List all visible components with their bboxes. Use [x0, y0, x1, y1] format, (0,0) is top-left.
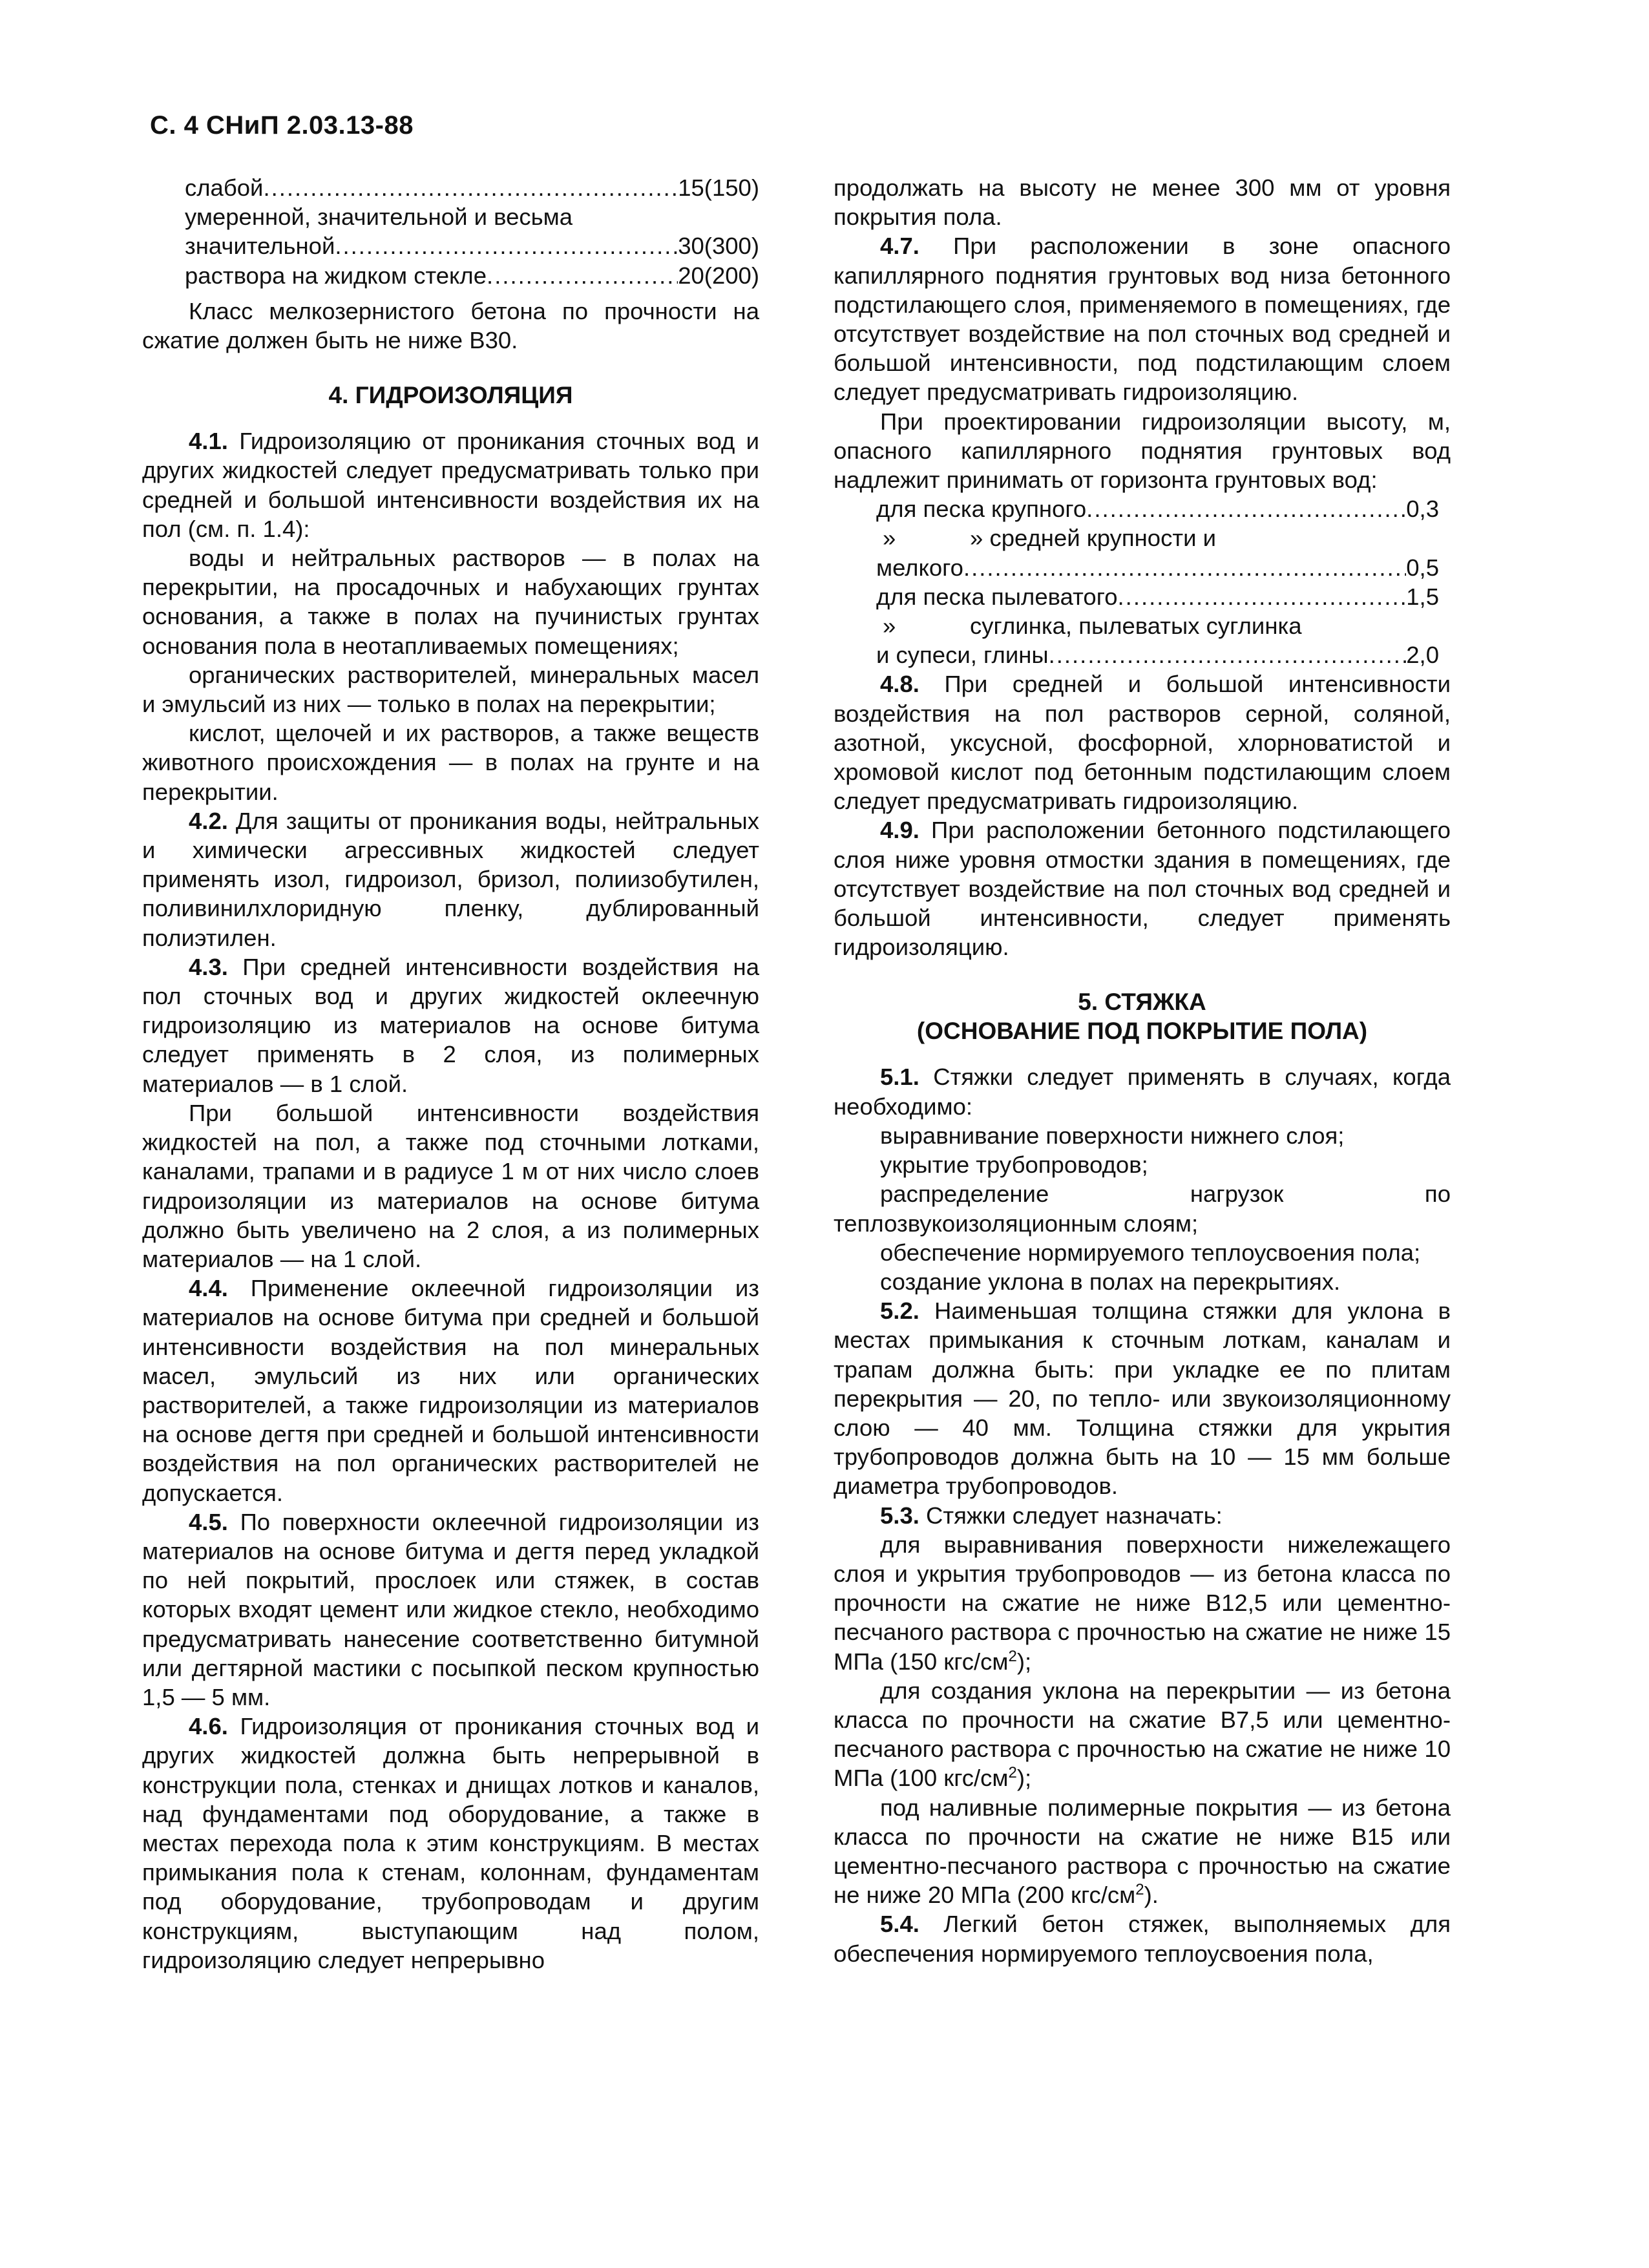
clause-4-4 [142, 1274, 759, 1507]
clause-4-2 [142, 806, 759, 952]
paragraph-text: под наливные полимерные покрытия — из бетона класса по прочности на сжатие не ниже В15 или цементно-песчаного раствора с прочностью на сжатие не ниже 20 МПа (200 кгс/см [834, 1794, 1451, 1909]
paragraph [834, 1676, 1451, 1793]
list-item-value: 1,5 [1406, 583, 1439, 610]
list-item-label: слабой [185, 174, 264, 201]
list-item-label: умеренной, значительной и весьма [185, 204, 573, 231]
clause-number: 5.2. [880, 1297, 919, 1325]
paragraph-text: ). [1144, 1882, 1159, 1909]
right-column [834, 173, 1451, 1968]
clause-number: 4.8. [880, 671, 919, 698]
clause-text: Гидроизоляция от проникания сточных вод и других жидкостей должна быть непрерывной в конструкции пола, стенках и днищах лотков и каналов, над фундаментами под оборудование, а также в местах перехода пола к этим конструкциям. В местах примыкания пола к стенам, колоннам, фундаментам под оборудование, трубопроводам и другим конструкциям, выступающим над полом, гидроизоляцию следует непрерывно [142, 1713, 759, 1973]
paragraph: укрытие трубопроводов; [880, 1151, 1148, 1179]
clause-number: 5.4. [880, 1911, 919, 1938]
list-item-value: 0,3 [1406, 496, 1439, 523]
list-item-label: для песка пылеватого [876, 583, 1118, 610]
superscript: 2 [1008, 1764, 1017, 1782]
list-item [876, 553, 1439, 582]
paragraph-text: ); [1016, 1648, 1032, 1675]
list-item-label: значительной [185, 233, 335, 260]
clause-5-4 [834, 1909, 1451, 1968]
clause-5-1 [834, 1062, 1451, 1120]
clause-text: При средней и большой интенсивности воздействия на пол растворов серной, соляной, азотной, уксусной, фосфорной, хлорноватистой и хромовой кислот под бетонным подстилающим слоем следует предусматривать гидроизоляцию. [834, 671, 1451, 815]
list-item [876, 494, 1439, 523]
list-item [876, 523, 1439, 552]
paragraph: кислот, щелочей и их растворов, а также веществ животного происхождения — в полах на грунте и на перекрытии. [142, 720, 759, 805]
clause-text: При средней интенсивности воздействия на пол сточных вод и других жидкостей оклеечную гидроизоляцию из материалов на основе битума следует применять в 2 слоя, из полимерных материалов — в 1 слой. [142, 953, 759, 1097]
leader-dots [487, 261, 678, 290]
list-item-label: раствора на жидком стекле [185, 262, 487, 289]
paragraph: При большой интенсивности воздействия жидкостей на пол, а также под сточными лотками, каналами, трапами и в радиусе 1 м от них число слоев гидроизоляции из материалов на основе битума должно быть увеличено на 2 слоя, а из полимерных материалов — на 1 слой. [142, 1099, 759, 1272]
list-item-label: мелкого [876, 554, 963, 581]
clause-text: Применение оклеечной гидроизоляции из материалов на основе битума при средней и большой интенсивности воздействия на пол минеральных масел, эмульсий из них или органических растворителей, а также гидроизоляции из материалов на основе дегтя при средней и большой интенсивности воздействия на пол органических растворителей не допускается. [142, 1275, 759, 1506]
clause-5-2 [834, 1296, 1451, 1500]
clause-text: По поверхности оклеечной гидроизоляции из материалов на основе битума и дегтя перед укладкой по ней покрытий, прослоек или стяжек, в состав которых входят цемент или жидкое стекло, необходимо предусматривать нанесение соответственно битумной или дегтярной мастики с посыпкой песком крупностью 1,5 — 5 мм. [142, 1508, 759, 1710]
clause-text: При расположении в зоне опасного капиллярного поднятия грунтовых вод низа бетонного подстилающего слоя, применяемого в помещениях, где отсутствует воздействие на пол сточных вод средней и большой интенсивности, под подстилающим слоем следует предусматривать гидроизоляцию. [834, 233, 1451, 406]
clause-number: 4.5. [189, 1508, 228, 1535]
list-item-label: и супеси, глины [876, 642, 1049, 669]
clause-4-7 [834, 231, 1451, 406]
paragraph: воды и нейтральных растворов — в полах на перекрытии, на просадочных и набухающих грунтах основания, а также в полах на пучинистых грунтах основания пола в неотапливаемых помещениях; [142, 545, 759, 659]
paragraph [834, 1793, 1451, 1910]
paragraph: распределение нагрузок по теплозвукоизоляционным слоям; [834, 1181, 1451, 1237]
clause-4-8 [834, 669, 1451, 815]
clause-number: 4.1. [189, 428, 228, 455]
left-column [142, 173, 759, 1975]
superscript: 2 [1135, 1881, 1144, 1899]
leader-dots [1118, 582, 1407, 611]
list-item-value: 0,5 [1406, 554, 1439, 581]
clause-4-6 [142, 1712, 759, 1975]
superscript: 2 [1008, 1647, 1017, 1665]
clause-text: Для защиты от проникания воды, нейтральных и химически агрессивных жидкостей следует применять изол, гидроизол, бризол, полиизобутилен, поливинилхлоридную пленку, дублированный полиэтилен. [142, 807, 759, 951]
clause-text: При расположении бетонного подстилающего слоя ниже уровня отмостки здания в помещениях, где отсутствует воздействие на пол сточных вод средней и большой интенсивности, следует применять гидроизоляцию. [834, 817, 1451, 961]
list-item-value: 2,0 [1406, 642, 1439, 669]
paragraph: органических растворителей, минеральных масел и эмульсий из них — только в полах на перекрытии; [142, 661, 759, 718]
clause-4-1 [142, 426, 759, 543]
paragraph-text: для выравнивания поверхности нижележащего слоя и укрытия трубопроводов — из бетона класса по прочности на сжатие не ниже В12,5 или цементно-песчаного раствора с прочностью на сжатие не ниже 15 МПа (150 кгс/см [834, 1531, 1451, 1675]
paragraph: При проектировании гидроизоляции высоту, м, опасного капиллярного поднятия грунтовых вод надлежит принимать от горизонта грунтовых вод: [834, 408, 1451, 494]
leader-dots [335, 231, 678, 260]
list-item-value: 20(200) [678, 262, 759, 289]
clause-4-3 [142, 952, 759, 1098]
paragraph: выравнивание поверхности нижнего слоя; [880, 1122, 1345, 1149]
leader-dots [1086, 494, 1406, 523]
list-item [185, 231, 759, 260]
clause-text: Стяжки следует назначать: [919, 1502, 1223, 1529]
list-item-value: 30(300) [678, 233, 759, 260]
section-heading: 5. СТЯЖКА [1078, 989, 1206, 1016]
leader-dots [1049, 640, 1407, 669]
paragraph: создание уклона в полах на перекрытиях. [880, 1268, 1341, 1295]
clause-number: 4.3. [189, 953, 228, 980]
list-item [876, 582, 1439, 611]
clause-5-3 [834, 1501, 1451, 1530]
capillary-rise-list [876, 494, 1439, 669]
paragraph: обеспечение нормируемого теплоусвоения пола; [880, 1239, 1421, 1266]
list-item-label: для песка крупного [876, 496, 1087, 523]
section-subheading: (ОСНОВАНИЕ ПОД ПОКРЫТИЕ ПОЛА) [916, 1018, 1368, 1045]
list-item-label: » средней крупности и [970, 525, 1216, 552]
clause-number: 5.1. [880, 1064, 919, 1091]
leader-dots [263, 173, 678, 202]
solution-strength-list [185, 173, 759, 290]
clause-text: Стяжки следует применять в случаях, когда необходимо: [834, 1064, 1451, 1120]
clause-number: 4.7. [880, 233, 919, 260]
list-item [185, 261, 759, 290]
list-item-value: 15(150) [678, 174, 759, 201]
clause-number: 4.9. [880, 817, 919, 844]
clause-number: 4.4. [189, 1275, 228, 1302]
paragraph: Класс мелкозернистого бетона по прочности на сжатие должен быть не ниже В30. [142, 297, 759, 354]
paragraph: продолжать на высоту не менее 300 мм от уровня покрытия пола. [834, 174, 1451, 231]
clause-text: Гидроизоляцию от проникания сточных вод и других жидкостей следует предусматривать только при средней и большой интенсивности воздействия их на пол (см. п. 1.4): [142, 428, 759, 542]
list-item [185, 202, 759, 231]
leader-dots [963, 553, 1406, 582]
list-item [876, 640, 1439, 669]
section-heading: 4. ГИДРОИЗОЛЯЦИЯ [328, 382, 573, 409]
ditto-mark: » [883, 525, 896, 552]
clause-4-5 [142, 1507, 759, 1712]
list-item [185, 173, 759, 202]
clause-4-9 [834, 815, 1451, 961]
clause-number: 4.6. [189, 1713, 228, 1740]
clause-text: Легкий бетон стяжек, выполняемых для обеспечения нормируемого теплоусвоения пола, [834, 1911, 1451, 1967]
paragraph [834, 1530, 1451, 1676]
ditto-mark: » [883, 613, 896, 640]
clause-text: Наименьшая толщина стяжки для уклона в местах примыкания к сточным лоткам, каналам и трапам должна быть: при укладке ее по плитам перекрытия — 20, по тепло- или звукоизоляционному слою — 40 мм. Толщина стяжки для укрытия трубопроводов должна быть на 10 — 15 мм больше диаметра трубопроводов. [834, 1297, 1451, 1500]
clause-number: 4.2. [189, 807, 228, 834]
paragraph-text: для создания уклона на перекрытии — из бетона класса по прочности на сжатие В7,5 или цементно-песчаного раствора с прочностью на сжатие не ниже 10 МПа (100 кгс/см [834, 1677, 1451, 1792]
clause-number: 5.3. [880, 1502, 919, 1529]
list-item-label: суглинка, пылеватых суглинка [970, 613, 1302, 640]
paragraph-text: ); [1016, 1765, 1032, 1792]
page-header: С. 4 СНиП 2.03.13-88 [150, 111, 414, 140]
list-item [876, 611, 1439, 640]
